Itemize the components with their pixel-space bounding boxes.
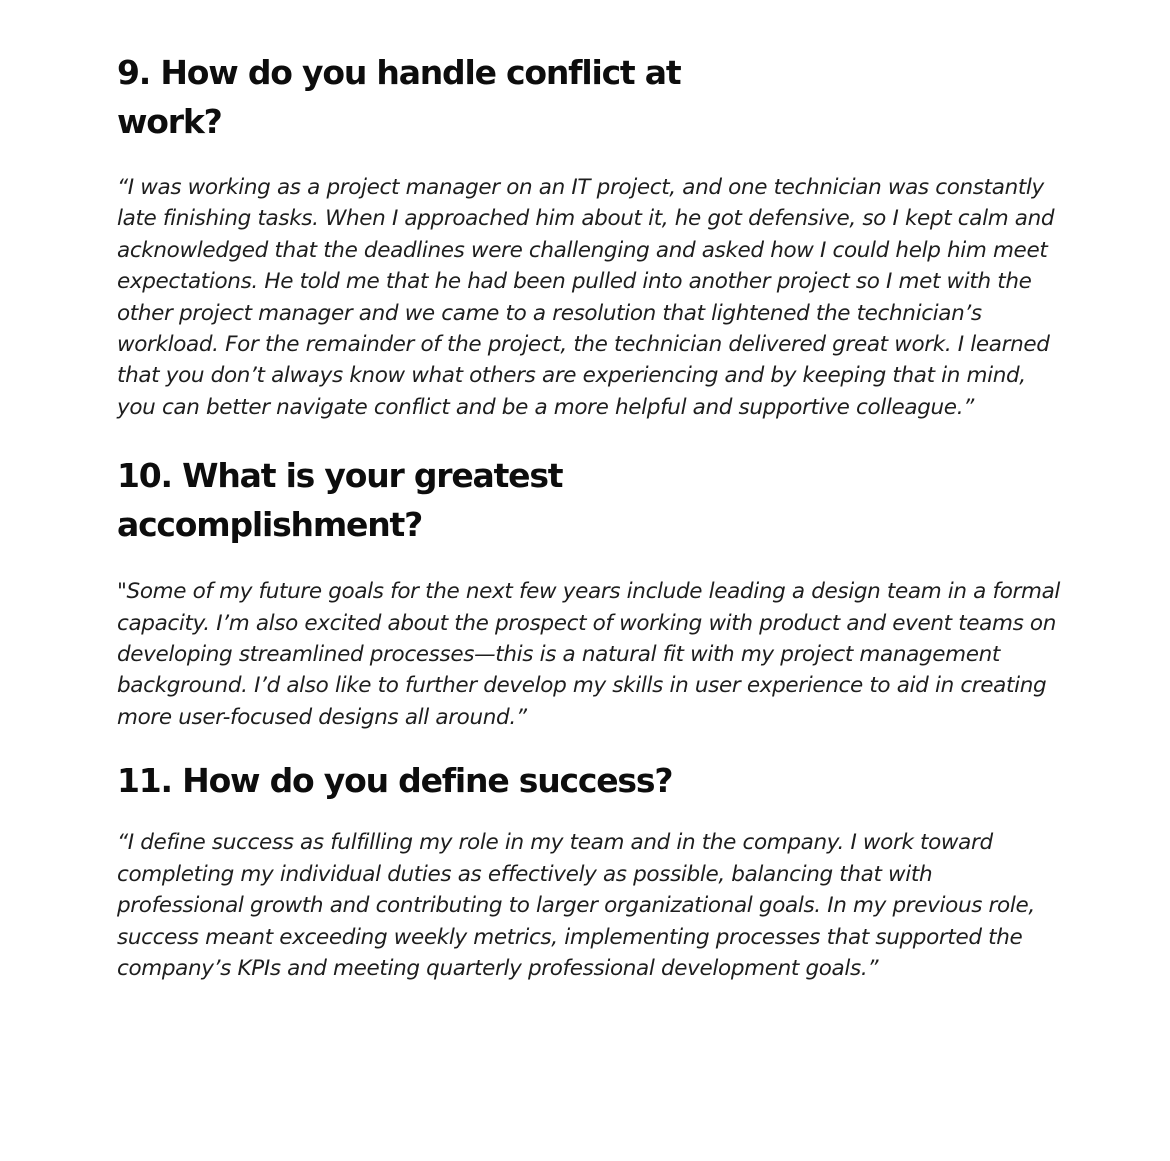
interview-questions-document bbox=[117, 48, 1062, 984]
answer-paragraph-9: “I was working as a project manager on an IT project, and one technician was constantly late finishing tasks. When I approached him about it, he got defensive, so I kept calm and acknowledged that the deadlines were challenging and asked how I could help him meet expectations. He told me that he had been pulled into another project so I met with the other project manager and we came to a resolution that lightened the technician’s workload. For the remainder of the project, the technician delivered great work. I learned that you don’t always know what others are experiencing and by keeping that in mind, you can better navigate conflict and be a more helpful and supportive colleague.” bbox=[117, 175, 1055, 420]
question-heading-10: 10. What is your greatest accomplishment? bbox=[117, 456, 563, 545]
answer-paragraph-11: “I define success as fulfilling my role in my team and in the company. I work toward completing my individual duties as effectively as possible, balancing that with professional growth and contributing to larger organizational goals. In my previous role, success meant exceeding weekly metrics, implementing processes that supported the company’s KPIs and meeting quarterly professional development goals.” bbox=[117, 830, 1035, 981]
question-heading-11: 11. How do you define success? bbox=[117, 761, 673, 801]
answer-paragraph-10: "Some of my future goals for the next few years include leading a design team in a formal capacity. I’m also excited about the prospect of working with product and event teams on developing streamlined processes—this is a natural fit with my project management background. I’d also like to further develop my skills in user experience to aid in creating more user-focused designs all around.” bbox=[117, 579, 1061, 730]
question-heading-9: 9. How do you handle conflict at work? bbox=[117, 53, 681, 141]
